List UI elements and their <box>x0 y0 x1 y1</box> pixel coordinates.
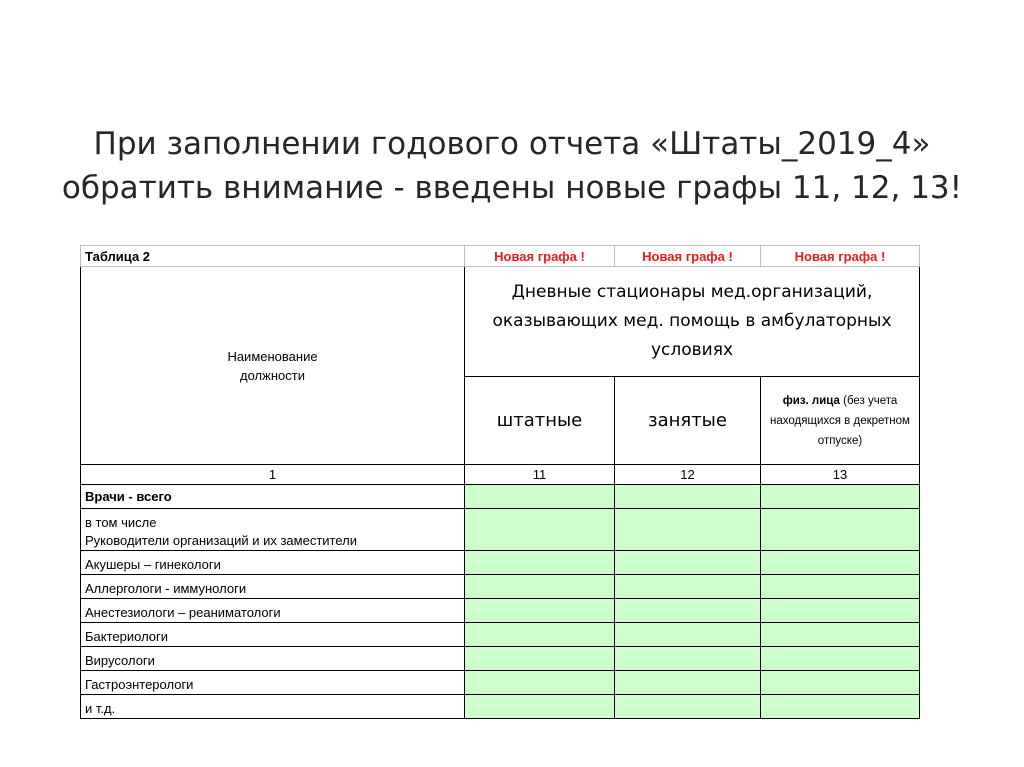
input-cell[interactable] <box>615 647 761 671</box>
slide-title-line-1: При заполнении годового отчета «Штаты_2019_4» <box>93 126 931 162</box>
input-cell[interactable] <box>465 623 615 647</box>
input-cell[interactable] <box>761 623 920 647</box>
input-cell[interactable] <box>465 647 615 671</box>
input-cell[interactable] <box>761 647 920 671</box>
row-label: Бактериологи <box>81 623 465 647</box>
table-row <box>81 509 920 551</box>
input-cell[interactable] <box>615 599 761 623</box>
input-cell[interactable] <box>761 551 920 575</box>
staff-column-header: штатные <box>465 377 615 465</box>
table-row <box>81 623 920 647</box>
column-number-11: 11 <box>465 465 615 485</box>
row-label: Аллергологи - иммунологи <box>81 575 465 599</box>
slide-title <box>0 122 1024 210</box>
input-cell[interactable] <box>465 671 615 695</box>
input-cell[interactable] <box>615 575 761 599</box>
position-name-header-line-1: Наименование <box>227 348 318 364</box>
input-cell[interactable] <box>465 509 615 551</box>
input-cell[interactable] <box>615 671 761 695</box>
new-column-label-11: Новая графа ! <box>465 246 615 267</box>
persons-column-header <box>761 377 920 465</box>
input-cell[interactable] <box>615 623 761 647</box>
table-row <box>81 671 920 695</box>
input-cell[interactable] <box>465 551 615 575</box>
day-hospital-group-header <box>465 267 920 377</box>
column-number-row <box>81 465 920 485</box>
input-cell[interactable] <box>761 599 920 623</box>
new-column-label-12: Новая графа ! <box>615 246 761 267</box>
input-cell[interactable] <box>465 599 615 623</box>
table-row <box>81 575 920 599</box>
row-label: Акушеры – гинекологи <box>81 551 465 575</box>
input-cell[interactable] <box>761 485 920 509</box>
input-cell[interactable] <box>615 509 761 551</box>
input-cell[interactable] <box>615 485 761 509</box>
row-label: и т.д. <box>81 695 465 719</box>
table-row <box>81 647 920 671</box>
persons-column-header-rest: (без учета находящихся в декретном отпуске) <box>770 394 910 447</box>
row-label-heads <box>81 509 465 551</box>
day-hospital-group-text: Дневные стационары мед.организаций, оказывающих мед. помощь в амбулаторных условиях <box>492 282 892 360</box>
input-cell[interactable] <box>761 671 920 695</box>
table-row <box>81 599 920 623</box>
column-number-13: 13 <box>761 465 920 485</box>
position-name-header <box>81 267 465 465</box>
staff-report-table <box>80 245 920 719</box>
new-column-label-13: Новая графа ! <box>761 246 920 267</box>
row-label-doctors-total: Врачи - всего <box>81 485 465 509</box>
row-label-including: в том числе <box>85 515 157 530</box>
row-label: Гастроэнтерологи <box>81 671 465 695</box>
row-label: Вирусологи <box>81 647 465 671</box>
table-row <box>81 485 920 509</box>
input-cell[interactable] <box>465 695 615 719</box>
row-label: Анестезиологи – реаниматологи <box>81 599 465 623</box>
input-cell[interactable] <box>761 695 920 719</box>
input-cell[interactable] <box>761 509 920 551</box>
input-cell[interactable] <box>615 551 761 575</box>
occupied-column-header: занятые <box>615 377 761 465</box>
position-name-header-line-2: должности <box>240 367 305 383</box>
input-cell[interactable] <box>465 575 615 599</box>
table-label: Таблица 2 <box>81 246 465 267</box>
persons-column-header-bold: физ. лица <box>782 394 840 407</box>
table-label-row <box>81 246 920 267</box>
slide-title-line-2: обратить внимание - введены новые графы 11, 12, 13! <box>61 170 963 206</box>
input-cell[interactable] <box>761 575 920 599</box>
row-label-heads-text: Руководители организаций и их заместители <box>85 533 357 548</box>
column-number-1: 1 <box>81 465 465 485</box>
column-number-12: 12 <box>615 465 761 485</box>
table-row <box>81 695 920 719</box>
input-cell[interactable] <box>615 695 761 719</box>
input-cell[interactable] <box>465 485 615 509</box>
table-row <box>81 551 920 575</box>
header-row-1 <box>81 267 920 377</box>
